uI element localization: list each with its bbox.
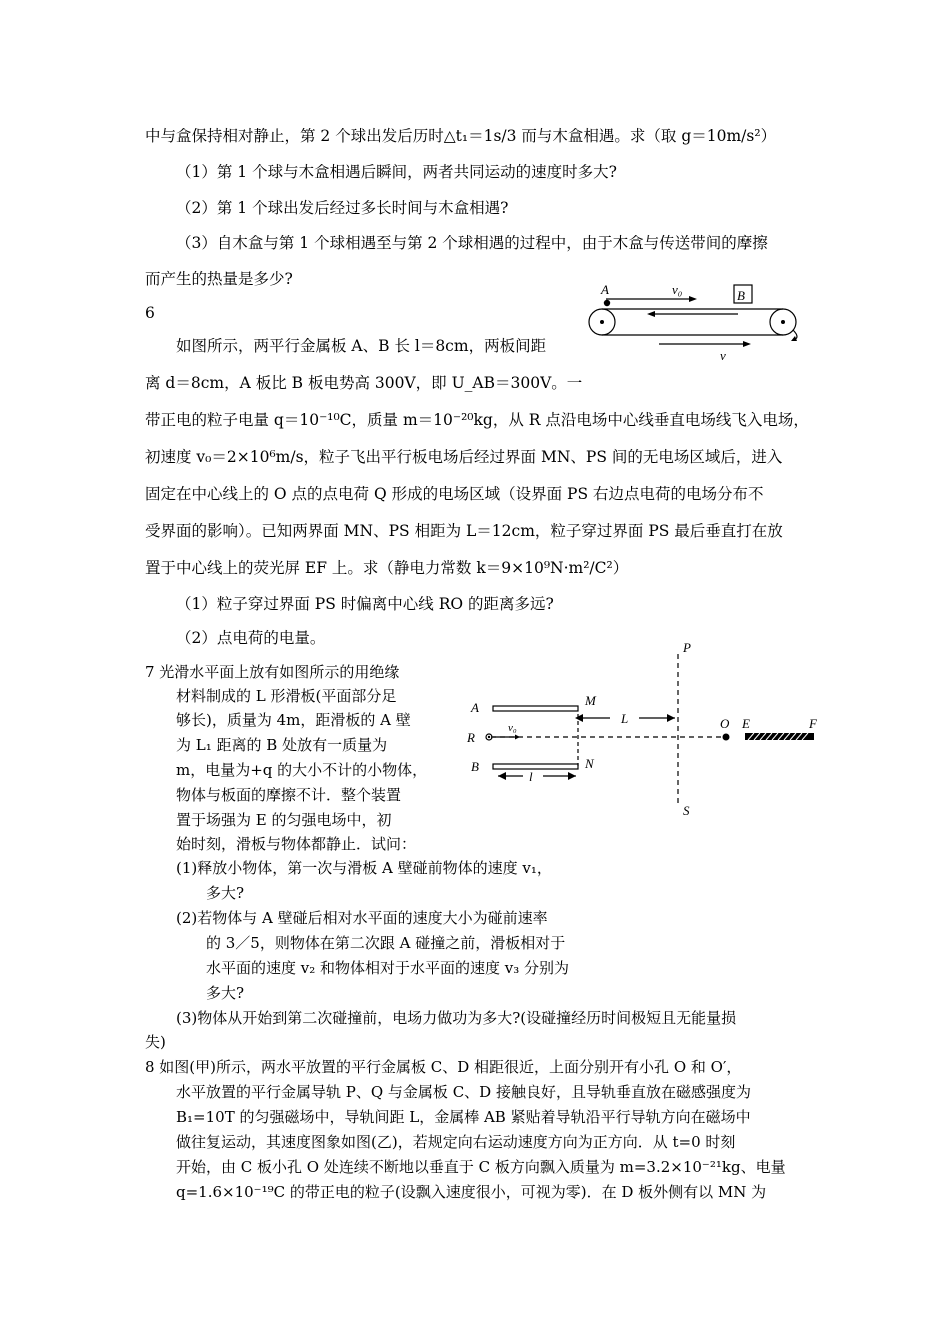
problem-8-line: 8 如图(甲)所示，两水平放置的平行金属板 C、D 相距很近，上面分别开有小孔 O 和 O′， [145,1058,742,1076]
text-line: m，电量为+q 的大小不计的小物体， [176,761,428,779]
text-line: 的 3／5，则物体在第二次跟 A 碰撞之前，滑板相对于 [206,934,566,952]
label-b: B [471,759,479,774]
label-e: E [742,716,750,731]
ball-a [604,300,610,306]
label-f: F [809,716,817,731]
text-line: 离 d＝8cm，A 板比 B 板电势高 300V，即 U_AB＝300V。一 [145,374,583,392]
label-p: P [683,640,691,655]
text-line: 多大? [206,884,245,902]
text-line: B₁=10T 的匀强磁场中，导轨间距 L，金属棒 AB 紧贴着导轨沿平行导轨方向在磁场中 [176,1108,751,1126]
text-line: 为 L₁ 距离的 B 处放有一质量为 [176,736,388,754]
text-line: （1）粒子穿过界面 PS 时偏离中心线 RO 的距离多远? [176,595,554,613]
label-v0: v₀ [508,722,517,734]
text-line: 做往复运动，其速度图象如图(乙)，若规定向右运动速度方向为正方向．从 t=0 时刻 [176,1133,736,1151]
text-line: 初速度 v₀＝2×10⁶m/s，粒子飞出平行板电场后经过界面 MN、PS 间的无电场区域后，进入 [145,448,783,466]
label-n: N [585,756,594,771]
text-line: （2）点电荷的电量。 [176,629,326,647]
text-line: 置于中心线上的荧光屏 EF 上。求（静电力常数 k＝9×10⁹N·m²/C²） [145,559,629,577]
label-r: R [467,730,475,745]
text-line: （3）自木盒与第 1 个球相遇至与第 2 个球相遇的过程中，由于木盒与传送带间的摩擦 [176,234,768,252]
text-line: 水平面的速度 v₂ 和物体相对于水平面的速度 v₃ 分别为 [206,959,570,977]
label-l-big: L [621,711,629,726]
text-line: 物体与板面的摩擦不计．整个装置 [176,786,402,804]
label-l-small: l [529,769,533,784]
text-line: (1)释放小物体，第一次与滑板 A 壁碰前物体的速度 v₁， [176,859,552,877]
text-line: (3)物体从开始到第二次碰撞前，电场力做功为多大?(设碰撞经历时间极短且无能量损 [176,1009,737,1027]
label-m: M [585,693,596,708]
text-line: q=1.6×10⁻¹⁹C 的带正电的粒子(设飘入速度很小，可视为零)．在 D 板外侧有以 MN 为 [176,1183,767,1201]
electric-field-figure [463,638,823,823]
text-line: 中与盒保持相对静止，第 2 个球出发后历时△t₁＝1s/3 而与木盒相遇。求（取 g＝10m/s²） [145,127,777,145]
text-line: 始时刻，滑板与物体都静止．试问： [176,835,417,853]
text-line: 水平放置的平行金属导轨 P、Q 与金属板 C、D 接触良好，且导轨垂直放在磁感强度为 [176,1083,751,1101]
text-line: 开始，由 C 板小孔 O 处连续不断地以垂直于 C 板方向飘入质量为 m=3.2×10⁻²¹kg、电量 [176,1158,786,1176]
label-s: S [683,803,690,818]
problem-number: 6 [145,304,155,322]
label-v: v [720,348,726,363]
label-a: A [471,700,479,715]
label-b: B [737,288,745,303]
text-line: 带正电的粒子电量 q＝10⁻¹⁰C，质量 m＝10⁻²⁰kg，从 R 点沿电场中心线垂直电场线飞入电场， [145,411,809,429]
text-line: 受界面的影响）。已知两界面 MN、PS 相距为 L＝12cm，粒子穿过界面 PS 最后垂直打在放 [145,522,783,540]
text-line: 材料制成的 L 形滑板(平面部分足 [176,687,397,705]
plate-b [493,764,578,769]
point-charge-o [723,734,730,741]
text-line: (2)若物体与 A 壁碰后相对水平面的速度大小为碰前速率 [176,909,548,927]
text-line: 失) [145,1033,166,1051]
text-line: 够长)，质量为 4m，距滑板的 A 壁 [176,711,411,729]
text-line: 而产生的热量是多少? [145,270,293,288]
text-line: 如图所示，两平行金属板 A、B 长 l＝8cm，两板间距 [176,337,547,355]
text-line: 多大? [206,984,245,1002]
conveyor-belt-figure [583,278,818,368]
text-line: （2）第 1 个球出发后经过多长时间与木盒相遇? [176,199,509,217]
label-a: A [601,282,609,297]
label-v0: v₀ [672,282,683,297]
text-line: 置于场强为 E 的匀强电场中，初 [176,811,392,829]
problem-7-line: 7 光滑水平面上放有如图所示的用绝缘 [145,663,400,681]
label-o: O [720,716,730,731]
text-line: 固定在中心线上的 O 点的点电荷 Q 形成的电场区域（设界面 PS 右边点电荷的电场分布不 [145,485,764,503]
plate-a [493,706,578,711]
text-line: （1）第 1 个球与木盒相遇后瞬间，两者共同运动的速度时多大? [176,163,617,181]
